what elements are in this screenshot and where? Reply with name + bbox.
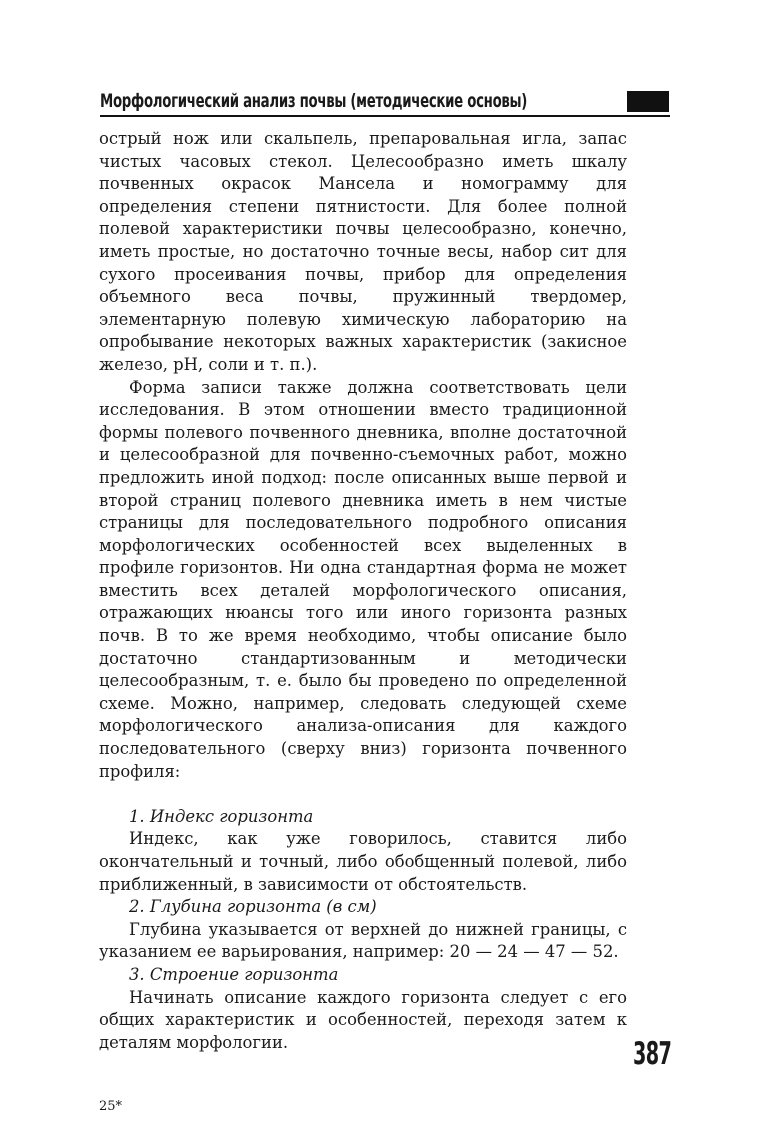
running-header <box>100 88 670 118</box>
blank-line <box>99 783 627 806</box>
printer-signature: 25* <box>99 1099 123 1114</box>
page-number: 387 <box>633 1036 672 1072</box>
section-text-horizon-index: Индекс, как уже говорилось, ставится либо окончательный и точный, либо обобщенный полевой, либо приближенный, в зависимости от обстоятельств. <box>99 829 627 894</box>
header-rule <box>100 115 670 117</box>
header-black-block <box>627 91 669 112</box>
main-text-column <box>99 128 627 1054</box>
paragraph-record-form: Форма записи также должна соответствовать цели исследования. В этом отношении вместо традиционной формы полевого почвенного дневника, вполне достаточной и целесообразной для почвенно-съемочных работ, можно предложить иной подход: после описанных выше первой и второй страниц полевого дневника иметь в нем чистые страницы для последовательного подробного описания морфологических особенностей всех выделенных в профиле горизонтов. Ни одна стандартная форма не может вместить всех деталей морфологического описания, отражающих нюансы того или иного горизонта разных почв. В то же время необходимо, чтобы описание было достаточно стандартизованным и методически целесообразным, т. е. было бы проведено по определенной схеме. Можно, например, следовать следующей схеме морфологического анализа-описания для каждого последовательного (сверху вниз) горизонта почвенного профиля: <box>99 377 627 781</box>
paragraph-continuation: острый нож или скальпель, препаровальная игла, запас чистых часовых стекол. Целесообразно иметь шкалу почвенных окрасок Мансела и номограмму для определения степени пятнистости. Для более полной полевой характеристики почвы целесообразно, конечно, иметь простые, но достаточно точные весы, набор сит для сухого просеивания почвы, прибор для определения объемного веса почвы, пружинный твердомер, элементарную полевую химическую лабораторию на опробывание некоторых важных характеристик (закисное железо, pH, соли и т. п.). <box>99 129 627 374</box>
section-heading-horizon-structure: 3. Строение горизонта <box>129 964 339 984</box>
section-text-horizon-structure: Начинать описание каждого горизонта следует с его общих характеристик и особенностей, переходя затем к деталям морфологии. <box>99 987 627 1052</box>
section-heading-horizon-index: 1. Индекс горизонта <box>129 806 314 826</box>
running-header-title: Морфологический анализ почвы (методические основы) <box>100 90 528 112</box>
section-heading-horizon-depth: 2. Глубина горизонта (в см) <box>129 897 377 917</box>
section-text-horizon-depth: Глубина указывается от верхней до нижней границы, с указанием ее варьирования, например: 20 — 24 — 47 — 52. <box>99 919 627 962</box>
